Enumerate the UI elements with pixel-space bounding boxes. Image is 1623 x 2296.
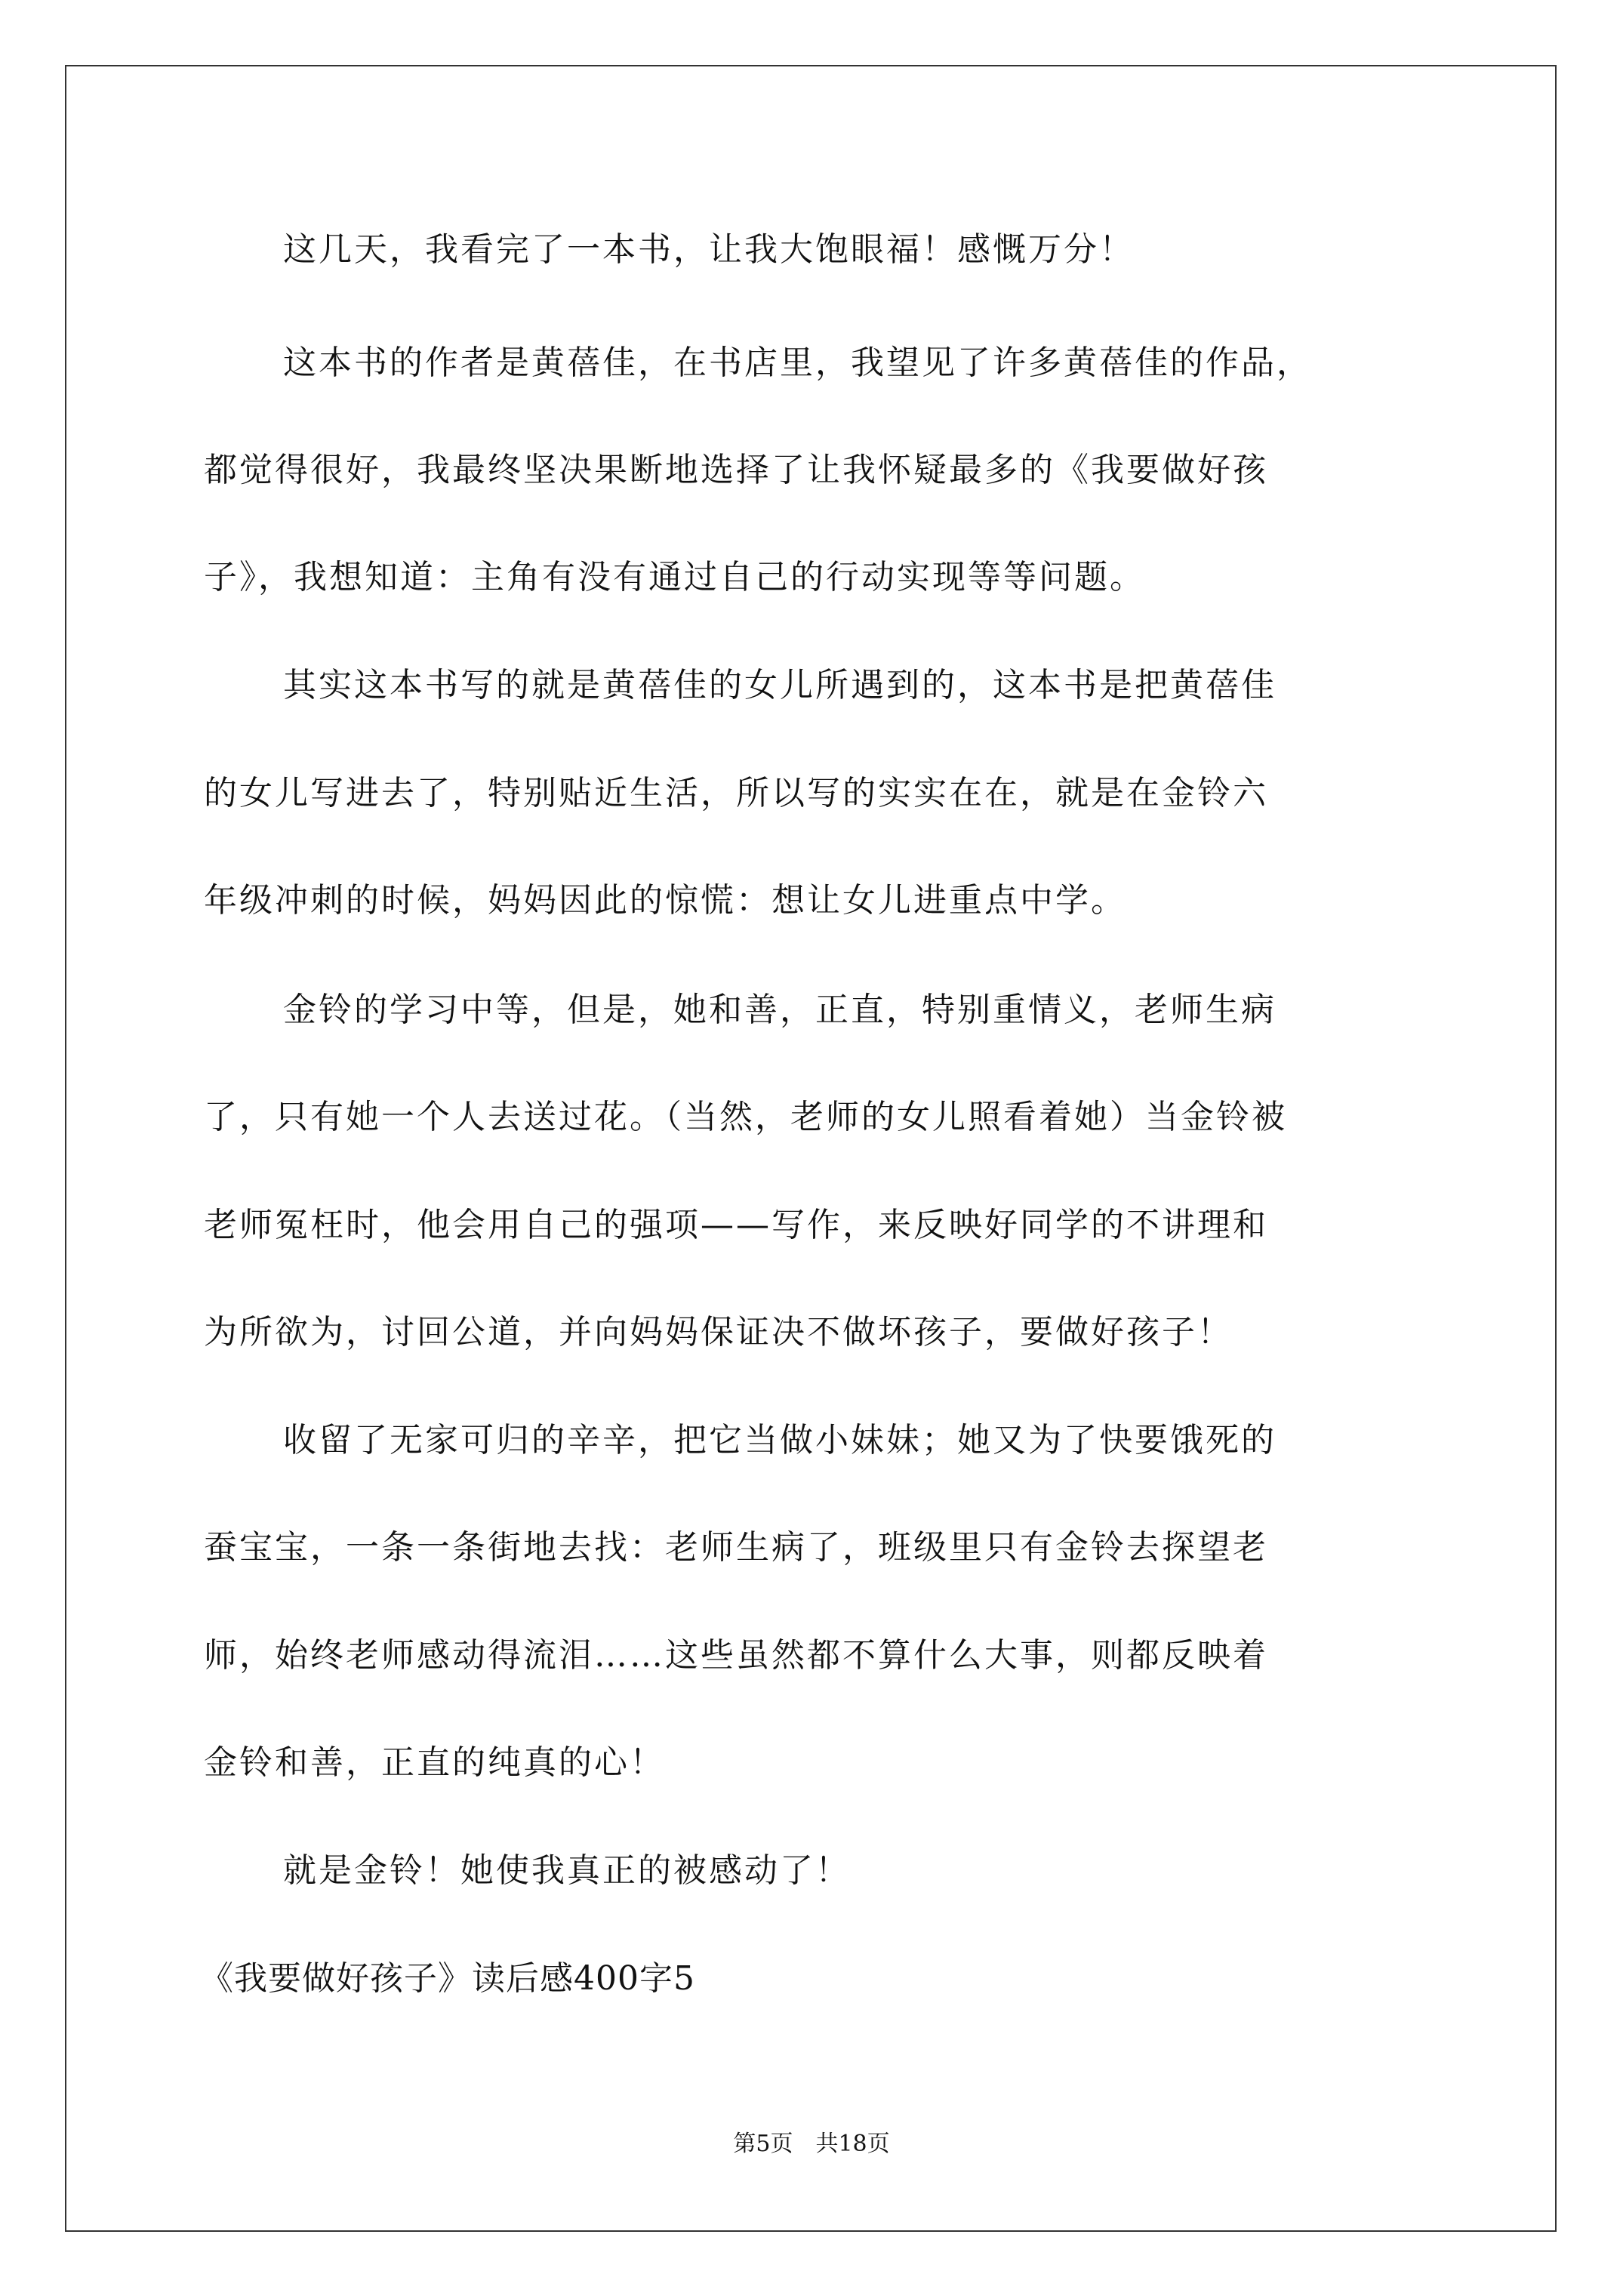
- paragraph-5-line-2: 蚕宝宝，一条一条街地去找：老师生病了，班级里只有金铃去探望老: [204, 1528, 1268, 1567]
- page-number-footer: 第5页 共18页: [733, 2131, 890, 2157]
- paragraph-3-line-2: 的女儿写进去了，特别贴近生活，所以写的实实在在，就是在金铃六: [204, 774, 1268, 812]
- paragraph-5-line-4: 金铃和善，正直的纯真的心！: [204, 1743, 665, 1782]
- paragraph-3-line-1: 其实这本书写的就是黄蓓佳的女儿所遇到的，这本书是把黄蓓佳: [283, 666, 1277, 704]
- section-heading: 《我要做好孩子》读后感400字5: [200, 1959, 695, 1998]
- paragraph-2-line-1: 这本书的作者是黄蓓佳，在书店里，我望见了许多黄蓓佳的作品，: [283, 344, 1312, 382]
- paragraph-2-line-2: 都觉得很好，我最终坚决果断地选择了让我怀疑最多的《我要做好孩: [204, 451, 1268, 489]
- paragraph-5-line-1: 收留了无家可归的辛辛，把它当做小妹妹；她又为了快要饿死的: [283, 1421, 1277, 1459]
- paragraph-4-line-4: 为所欲为，讨回公道，并向妈妈保证决不做坏孩子，要做好孩子！: [204, 1313, 1233, 1351]
- paragraph-1-line-1: 这几天，我看完了一本书，让我大饱眼福！感慨万分！: [283, 230, 1135, 269]
- paragraph-4-line-2: 了，只有她一个人去送过花。（当然，老师的女儿照看着她）当金铃被: [204, 1098, 1287, 1136]
- paragraph-4-line-1: 金铃的学习中等，但是，她和善，正直，特别重情义，老师生病: [283, 991, 1277, 1029]
- page-border: [65, 65, 1557, 2232]
- paragraph-3-line-3: 年级冲刺的时候，妈妈因此的惊慌：想让女儿进重点中学。: [204, 881, 1126, 920]
- paragraph-6-line-1: 就是金铃！她使我真正的被感动了！: [283, 1851, 851, 1890]
- paragraph-2-line-3: 子》，我想知道：主角有没有通过自己的行动实现等等问题。: [204, 558, 1145, 596]
- paragraph-4-line-3: 老师冤枉时，他会用自己的强项——写作，来反映好同学的不讲理和: [204, 1206, 1268, 1244]
- paragraph-5-line-3: 师，始终老师感动得流泪……这些虽然都不算什么大事，则都反映着: [204, 1636, 1268, 1675]
